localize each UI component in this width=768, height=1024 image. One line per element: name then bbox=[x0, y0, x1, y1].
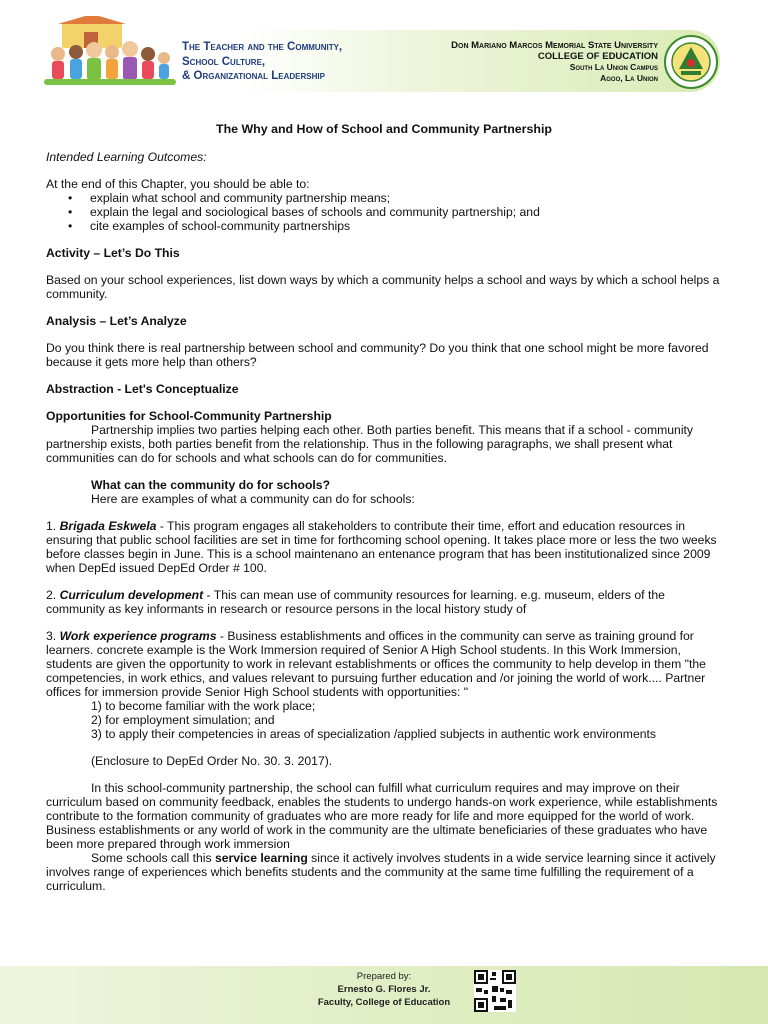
enclosure-reference: (Enclosure to DepEd Order No. 30. 3. 2017). bbox=[91, 754, 333, 768]
document-body bbox=[46, 122, 722, 893]
university-name: Don Mariano Marcos Memorial State University bbox=[451, 40, 658, 51]
item-text: - This can mean use of community resources for learning. e.g. museum, elders of the community as key informants in research or resource persons in the local history study of bbox=[46, 588, 665, 616]
abstraction-heading: Abstraction - Let's Conceptualize bbox=[46, 382, 239, 396]
item-title: Brigada Eskwela bbox=[59, 519, 157, 533]
partnership-paragraph: In this school-community partnership, the school can fulfill what curriculum requires and may improve on their curriculum based on community feedback, enables the students to undergo hands-on work experience, while establishments contribute to the formation community of graduates who are more ready for life and more equipped for the world of work. Business establishments or any world of work in the community are the ultimate beneficiaries of these graduates who have been more prepared through work immersion bbox=[46, 781, 718, 851]
outcome-item: • cite examples of school-community partnerships bbox=[68, 219, 722, 233]
document-title: The Why and How of School and Community Partnership bbox=[216, 122, 552, 136]
outcomes-list bbox=[46, 191, 722, 233]
analysis-text: Do you think there is real partnership between school and community? Do you think that one school might be more favored because it gets more help than others? bbox=[46, 341, 709, 369]
qr-code-icon bbox=[474, 970, 516, 1012]
course-title-line3: & Organizational Leadership bbox=[182, 70, 325, 82]
item-number: 2. bbox=[46, 588, 57, 602]
item-text: - This program engages all stakeholders to contribute their time, effort and education resources in ensuring that public school facilities are set in time for forthcoming school opening. It takes place more or less the two weeks before classes begin in June. This is a school maintenano an entenance program that has been institutionalized since 2009 when DepEd issued DepEd Order # 100. bbox=[46, 519, 717, 575]
item-work-experience bbox=[46, 629, 722, 699]
activity-text: Based on your school experiences, list down ways by which a community helps a school and ways by which a school helps a community. bbox=[46, 273, 720, 301]
item-number: 3. bbox=[46, 629, 57, 643]
author-affiliation: Faculty, College of Education bbox=[317, 997, 451, 1008]
campus-name: South La Union Campus bbox=[569, 62, 658, 72]
service-post: since it actively involves students in a wide service learning since it actively involves range of experiences which benefits students and the community at the same time fulfilling the requirement of a curriculum. bbox=[46, 851, 716, 893]
ilo-heading: Intended Learning Outcomes: bbox=[46, 150, 207, 164]
opportunity-item: 3) to apply their competencies in areas of specialization /applied subjects in authentic work environments bbox=[91, 727, 656, 741]
service-learning-paragraph bbox=[46, 851, 722, 893]
course-title-line2: School Culture, bbox=[182, 55, 266, 68]
outcome-item: • explain the legal and sociological bases of schools and community partnership; and bbox=[68, 205, 722, 219]
outcome-item: • explain what school and community partnership means; bbox=[68, 191, 722, 205]
prepared-by-block bbox=[0, 970, 768, 1009]
college-name: COLLEGE OF EDUCATION bbox=[537, 51, 658, 62]
course-title-line1: The Teacher and the Community, bbox=[182, 41, 343, 53]
opportunities-text: Partnership implies two parties helping each other. Both parties benefit. This means that if a school - community partnership exists, both parties benefit from the relationship. Thus in the following paragraphs, we shall present what communities can do for schools and what schools can do for communities. bbox=[46, 423, 694, 465]
item-text: - Business establishments and offices in the community can serve as training ground for learners. concrete example is the Work Immersion required of Senior A High School students. In this Work Immersion, students are given the opportunity to work in relevant establishments or offices the community to help develop in them "the competencies, in work ethics, and values relevant to pursuing further education and /or joining the world of work.... Partner offices for immersion provide Senior High School students with opportunities: " bbox=[46, 629, 706, 699]
children-illustration bbox=[44, 16, 176, 92]
item-curriculum bbox=[46, 588, 722, 616]
service-term: service learning bbox=[214, 851, 308, 865]
item-brigada bbox=[46, 519, 722, 575]
activity-heading: Activity – Let’s Do This bbox=[46, 246, 180, 260]
author-name: Ernesto G. Flores Jr. bbox=[337, 984, 431, 995]
opportunities-heading: Opportunities for School-Community Partnership bbox=[46, 409, 332, 423]
prepared-by-label: Prepared by: bbox=[356, 971, 412, 982]
item-number: 1. bbox=[46, 519, 57, 533]
university-block bbox=[358, 40, 658, 84]
opportunity-item: 2) for employment simulation; and bbox=[91, 713, 275, 727]
community-heading: What can the community do for schools? bbox=[91, 478, 331, 492]
community-intro: Here are examples of what a community can do for schools: bbox=[91, 492, 415, 506]
opportunity-item: 1) to become familiar with the work place; bbox=[91, 699, 316, 713]
item-title: Curriculum development bbox=[59, 588, 204, 602]
ilo-intro: At the end of this Chapter, you should be able to: bbox=[46, 177, 310, 191]
university-seal-icon bbox=[664, 35, 718, 89]
analysis-heading: Analysis – Let’s Analyze bbox=[46, 314, 187, 328]
service-pre: Some schools call this bbox=[91, 851, 215, 865]
item-title: Work experience programs bbox=[59, 629, 217, 643]
location: Agoo, La Union bbox=[600, 73, 658, 83]
